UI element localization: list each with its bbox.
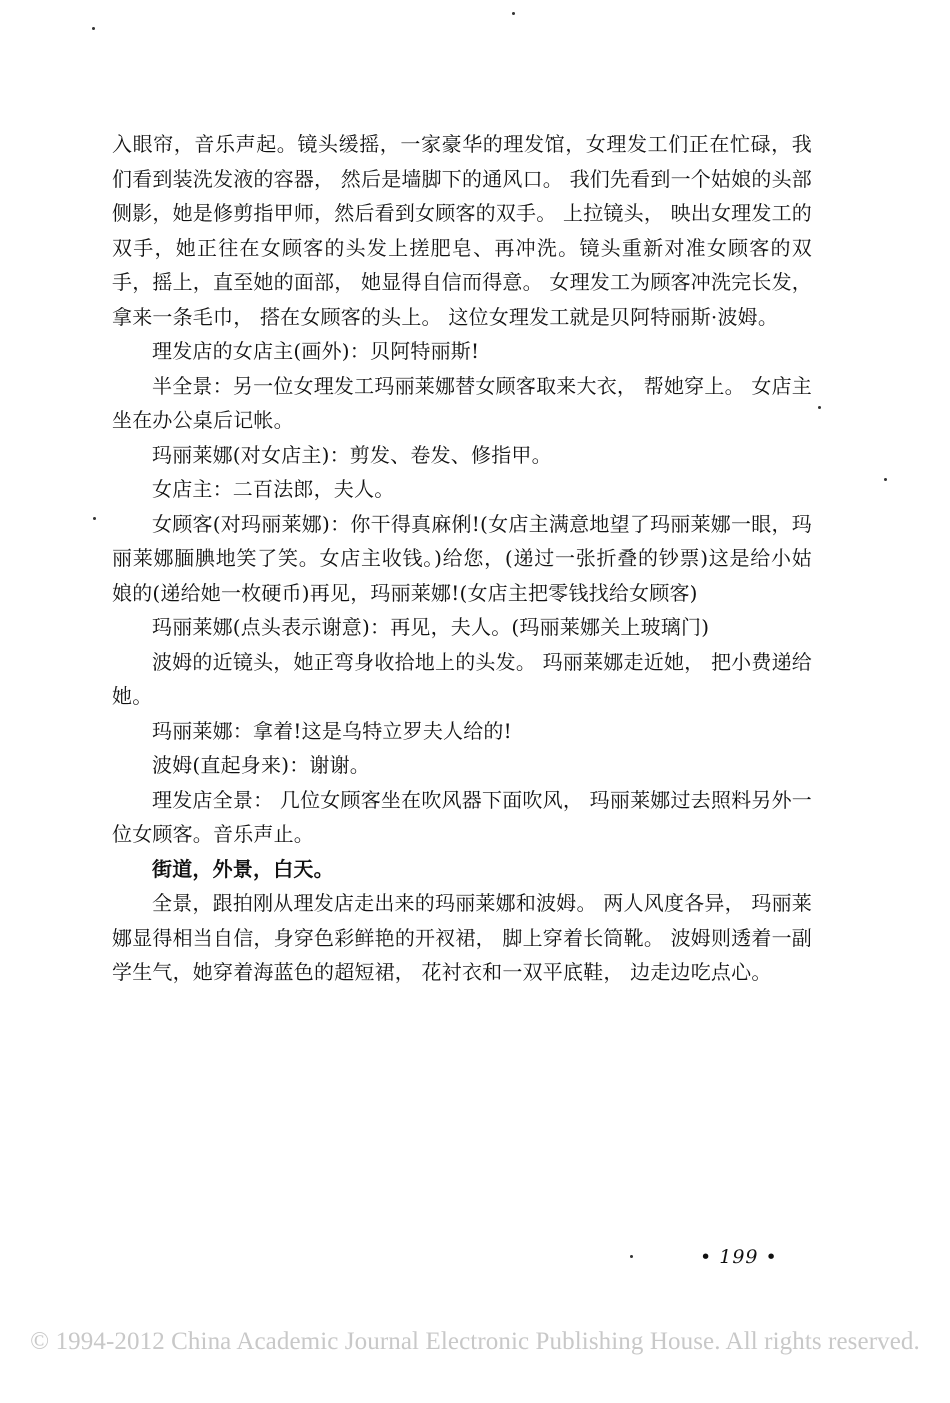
body-text [112,127,812,990]
scene-heading: 街道，外景，白天。 [152,856,334,881]
scan-speck [512,12,515,15]
paragraph-10: 波姆(直起身来)：谢谢。 [152,753,371,777]
paragraph-7: 玛丽莱娜(点头表示谢意)：再见，夫人。(玛丽莱娜关上玻璃门) [152,615,710,639]
scan-speck [818,406,821,409]
paragraph-3: 半全景：另一位女理发工玛丽莱娜替女顾客取来大衣， 帮她穿上。 女店主坐在办公桌后记帐。 [112,373,812,432]
paragraph-4: 玛丽莱娜(对女店主)：剪发、卷发、修指甲。 [152,442,552,467]
paragraph-13: 全景，跟拍刚从理发店走出来的玛丽莱娜和波姆。 两人风度各异， 玛丽莱娜显得相当自信，身穿色彩鲜艳的开衩裙， 脚上穿着长筒靴。 波姆则透着一副学生气，她穿着海蓝色的超短裙， 花衬衣和一双平底鞋， 边走边吃点心。 [112,891,812,984]
paragraph-5: 女店主：二百法郎，夫人。 [152,477,395,501]
paragraph-2: 理发店的女店主(画外)：贝阿特丽斯! [152,339,480,363]
scan-speck [630,1255,633,1258]
paragraph-6: 女顾客(对玛丽莱娜)：你干得真麻俐!(女店主满意地望了玛丽莱娜一眼，玛丽莱娜腼腆地笑了笑。女店主收钱。)给您，(递过一张折叠的钞票)这是给小姑娘的(递给她一枚硬币)再见，玛丽莱娜!(女店主把零钱找给女顾客) [112,511,812,605]
paragraph-11: 理发店全景： 几位女顾客坐在吹风器下面吹风， 玛丽莱娜过去照料另外一位女顾客。音乐声止。 [112,787,812,846]
paragraph-1: 入眼帘，音乐声起。镜头缓摇，一家豪华的理发馆，女理发工们正在忙碌，我们看到装洗发液的容器， 然后是墙脚下的通风口。 我们先看到一个姑娘的头部侧影，她是修剪指甲师，然后看到女顾客的双手。 上拉镜头， 映出女理发工的双手，她正往在女顾客的头发上搓肥皂、再冲洗。镜头重新对准女顾客的双手，摇上，直至她的面部， 她显得自信而得意。 女理发工为顾客冲洗完长发，拿来一条毛巾， 搭在女顾客的头上。 这位女理发工就是贝阿特丽斯·波姆。 [112,132,812,329]
page-number: • 199 • [700,1246,778,1268]
scan-speck [92,27,95,30]
scan-speck [884,478,887,481]
paragraph-8: 波姆的近镜头，她正弯身收拾地上的头发。 玛丽莱娜走近她， 把小费递给她。 [112,649,812,708]
copyright-notice: © 1994-2012 China Academic Journal Electronic Publishing House. All rights reserved. [30,1328,920,1355]
paragraph-9: 玛丽莱娜：拿着!这是乌特立罗夫人给的! [152,718,512,743]
scan-speck [93,517,96,520]
